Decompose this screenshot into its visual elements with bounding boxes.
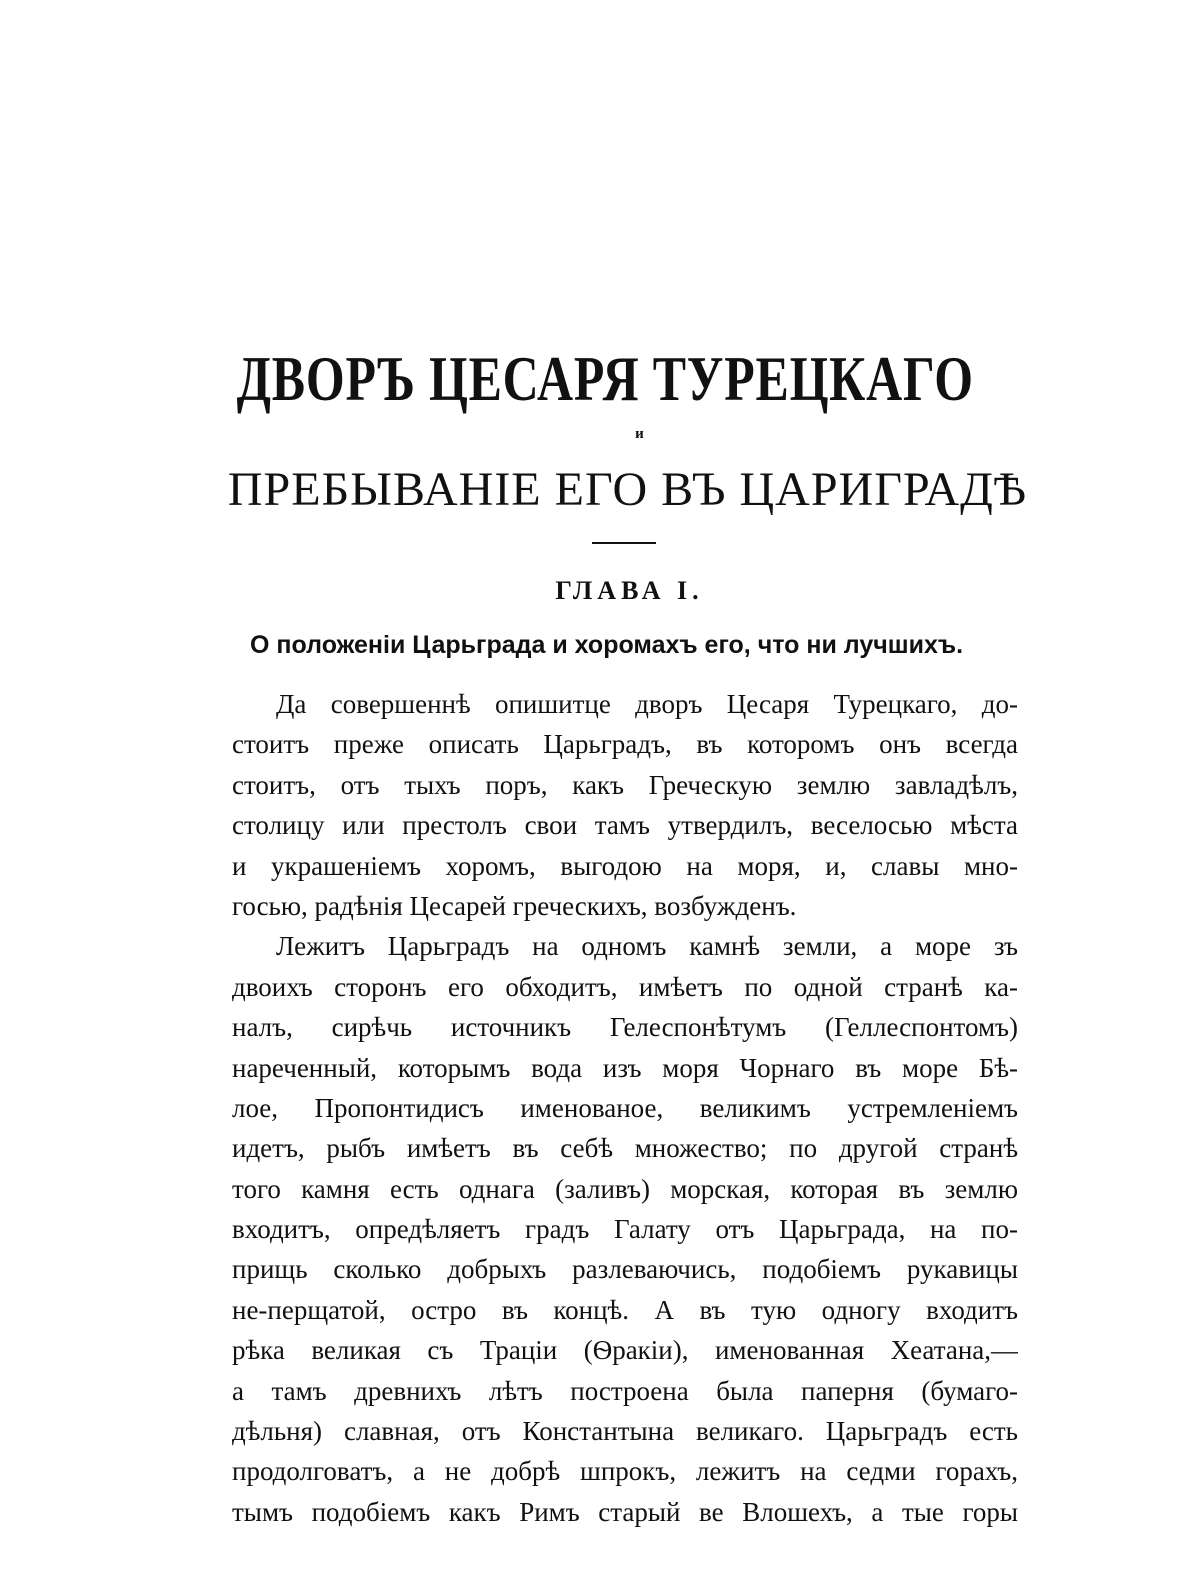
body-line: прищь сколько добрыхъ разлеваючись, подобіемъ рукавицы [232, 1254, 1018, 1285]
body-line: входитъ, опредѣляетъ градъ Галату отъ Царьграда, на по- [232, 1214, 1018, 1245]
body-line: нареченный, которымъ вода изъ моря Чорнаго въ море Бѣ- [232, 1052, 1018, 1083]
document-title: ДВОРЪ ЦЕСАРЯ ТУРЕЦКАГО [236, 343, 974, 414]
body-line: не-перщатой, остро въ концѣ. А въ тую одногу входитъ [232, 1294, 1018, 1325]
section-heading: О положеніи Царьграда и хоромахъ его, что ни лучшихъ. [250, 631, 964, 659]
body-line: идетъ, рыбъ имѣетъ въ себѣ множество; по другой странѣ [232, 1133, 1018, 1164]
body-line: стоитъ преже описать Царьградъ, въ которомъ онъ всегда [232, 729, 1018, 760]
body-line: тымъ подобіемъ какъ Римъ старый ве Влошехъ, а тые горы [232, 1496, 1018, 1527]
body-line: налъ, сирѣчь источникъ Гелеспонѣтумъ (Геллеспонтомъ) [232, 1012, 1018, 1043]
body-line: рѣка великая съ Траціи (Ѳракіи), именованная Хеатана,— [232, 1335, 1018, 1366]
body-line: столицу или престолъ свои тамъ утвердилъ, веселосью мѣста [232, 810, 1018, 841]
body-line: а тамъ древнихъ лѣтъ построена была паперня (бумаго- [232, 1375, 1018, 1406]
body-line: лое, Пропонтидисъ именованое, великимъ устремленіемъ [232, 1092, 1018, 1123]
body-line: того камня есть однага (заливъ) морская, которая въ землю [232, 1173, 1018, 1204]
body-line: госью, радѣнія Цесарей греческихъ, возбужденъ. [232, 890, 797, 921]
body-line: дѣльня) славная, отъ Константына великаго. Царьградъ есть [232, 1416, 1018, 1447]
body-text [232, 684, 1018, 1532]
document-subtitle: ПРЕБЫВАНІЕ ЕГО ВЪ ЦАРИГРАДѢ [227, 463, 1028, 516]
body-line: и украшеніемъ хоромъ, выгодою на моря, и, славы мно- [232, 850, 1018, 881]
chapter-heading: ГЛАВА I. [555, 576, 704, 605]
body-line: Да совершеннѣ опишитце дворъ Цесаря Турецкаго, до- [276, 689, 1018, 719]
body-line: двоихъ сторонъ его обходитъ, имѣетъ по одной странѣ ка- [232, 971, 1018, 1002]
title-conjunction: и [635, 426, 644, 442]
title-divider [592, 542, 656, 544]
body-line: Лежитъ Царьградъ на одномъ камнѣ земли, а море зъ [276, 931, 1018, 962]
body-line: продолговатъ, а не добрѣ шпрокъ, лежитъ на седми горахъ, [232, 1456, 1018, 1487]
body-line: стоитъ, отъ тыхъ поръ, какъ Греческую землю завладѣлъ, [232, 769, 1018, 800]
